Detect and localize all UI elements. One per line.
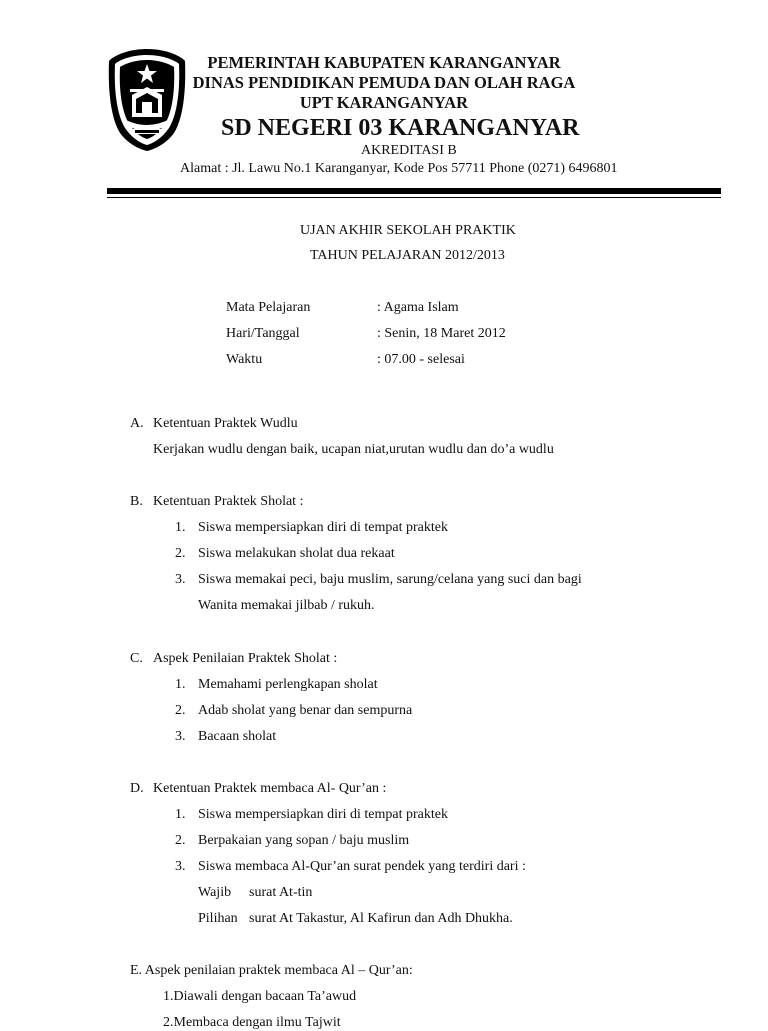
list-item: 1.Diawali dengan bacaan Ta’awud xyxy=(163,989,357,1004)
info-value: : Agama Islam xyxy=(377,300,459,315)
list-item: Adab sholat yang benar dan sempurna xyxy=(198,703,413,718)
list-item: Berpakaian yang sopan / baju muslim xyxy=(198,833,410,848)
list-number: 1. xyxy=(175,677,186,692)
info-label: Waktu xyxy=(226,352,263,367)
list-item: Siswa melakukan sholat dua rekaat xyxy=(198,546,395,561)
section-heading: Ketentuan Praktek membaca Al- Qur’an : xyxy=(153,781,387,796)
list-item: Siswa mempersiapkan diri di tempat praktek xyxy=(198,807,448,822)
section-marker: B. xyxy=(130,494,143,509)
header-upt: UPT KARANGANYAR xyxy=(299,93,469,112)
pilihan-text: surat At Takastur, Al Kafirun dan Adh Dhukha. xyxy=(249,911,513,926)
list-item: Siswa mempersiapkan diri di tempat praktek xyxy=(198,520,448,535)
address: Alamat : Jl. Lawu No.1 Karanganyar, Kode Pos 57711 Phone (0271) 6496801 xyxy=(180,161,618,176)
list-number: 2. xyxy=(175,546,186,561)
header-government: PEMERINTAH KABUPATEN KARANGANYAR xyxy=(207,53,561,72)
list-number: 2. xyxy=(175,703,186,718)
header-department: DINAS PENDIDIKAN PEMUDA DAN OLAH RAGA xyxy=(192,73,576,92)
list-number: 3. xyxy=(175,859,186,874)
section-heading: Aspek Penilaian Praktek Sholat : xyxy=(153,651,338,666)
accreditation: AKREDITASI B xyxy=(361,143,457,158)
list-number: 1. xyxy=(175,807,186,822)
list-item: Bacaan sholat xyxy=(198,729,277,744)
section-heading: E. Aspek penilaian praktek membaca Al – Qur’an: xyxy=(130,963,413,978)
list-item: Siswa membaca Al-Qur’an surat pendek yang terdiri dari : xyxy=(198,859,526,874)
section-text: Kerjakan wudlu dengan baik, ucapan niat,urutan wudlu dan do’a wudlu xyxy=(153,442,554,457)
list-item: 2.Membaca dengan ilmu Tajwit xyxy=(163,1015,341,1030)
section-marker: D. xyxy=(130,781,144,796)
header-rule-thick xyxy=(107,188,721,194)
section-marker: C. xyxy=(130,651,143,666)
info-value: : Senin, 18 Maret 2012 xyxy=(377,326,506,341)
pilihan-label: Pilihan xyxy=(198,911,238,926)
wajib-text: surat At-tin xyxy=(249,885,313,900)
school-name: SD NEGERI 03 KARANGANYAR xyxy=(221,115,580,141)
list-number: 1. xyxy=(175,520,186,535)
wajib-label: Wajib xyxy=(198,885,232,900)
list-number: 2. xyxy=(175,833,186,848)
section-heading: Ketentuan Praktek Wudlu xyxy=(153,416,298,431)
section-marker: A. xyxy=(130,416,144,431)
section-heading: Ketentuan Praktek Sholat : xyxy=(153,494,304,509)
info-value: : 07.00 - selesai xyxy=(377,352,465,367)
list-number: 3. xyxy=(175,729,186,744)
info-label: Hari/Tanggal xyxy=(226,326,300,341)
list-number: 3. xyxy=(175,572,186,587)
list-item-continuation: Wanita memakai jilbab / rukuh. xyxy=(198,598,375,613)
list-item: Siswa memakai peci, baju muslim, sarung/celana yang suci dan bagi xyxy=(198,572,582,587)
header-rule-thin xyxy=(107,197,721,198)
exam-year: TAHUN PELAJARAN 2012/2013 xyxy=(310,248,505,263)
list-item: Memahami perlengkapan sholat xyxy=(198,677,378,692)
exam-title: UJAN AKHIR SEKOLAH PRAKTIK xyxy=(300,223,516,238)
info-label: Mata Pelajaran xyxy=(226,300,311,315)
